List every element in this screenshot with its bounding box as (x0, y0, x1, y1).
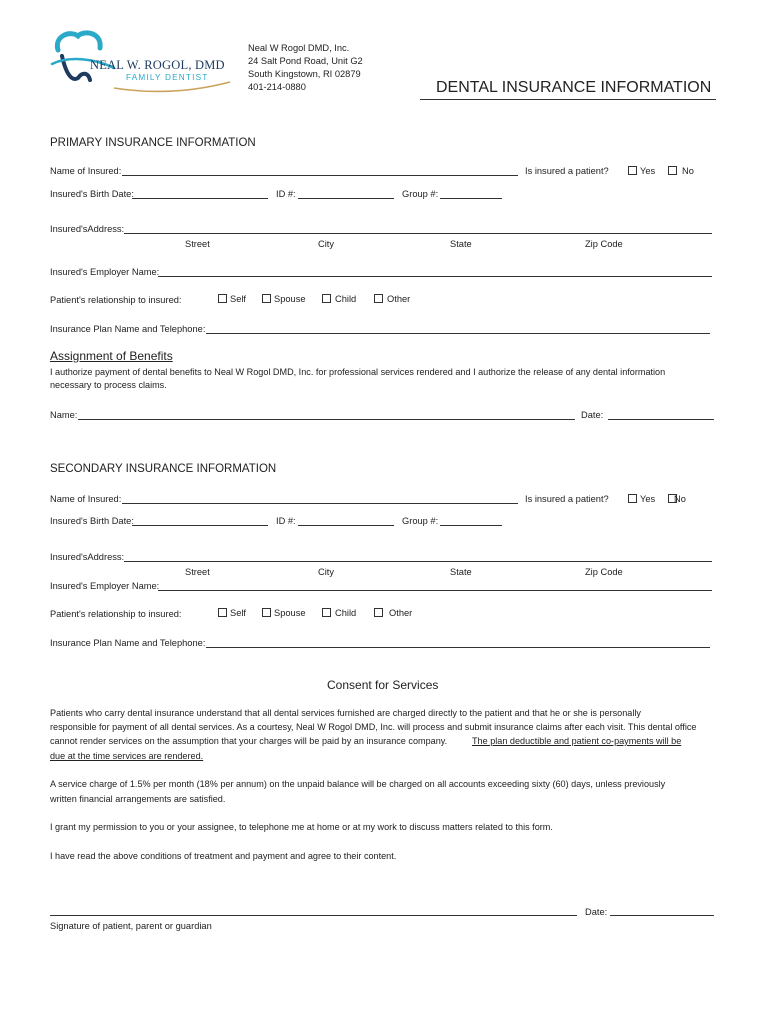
primary-address-field[interactable] (124, 233, 712, 234)
assignment-text-1: I authorize payment of dental benefits to Neal W Rogol DMD, Inc. for professional services rendered and I authorize the release of any dental information (50, 367, 666, 377)
primary-name-label: Name of Insured: (50, 166, 122, 176)
consent-p1-line4: due at the time services are rendered. (50, 751, 204, 761)
address-line-2: 24 Salt Pond Road, Unit G2 (248, 56, 363, 66)
secondary-spouse-checkbox[interactable] (262, 608, 271, 617)
primary-birth-field[interactable] (132, 198, 268, 199)
primary-plan-label: Insurance Plan Name and Telephone: (50, 324, 206, 334)
consent-p3: I grant my permission to you or your assignee, to telephone me at home or at my work to discuss matters related to this form. (50, 822, 553, 832)
primary-relationship-label: Patient's relationship to insured: (50, 295, 182, 305)
primary-address-label: Insured'sAddress: (50, 224, 125, 234)
secondary-street-caption: Street (185, 567, 210, 577)
secondary-child-checkbox[interactable] (322, 608, 331, 617)
secondary-employer-field[interactable] (158, 590, 712, 591)
primary-state-caption: State (450, 239, 472, 249)
assignment-name-label: Name: (50, 410, 78, 420)
secondary-is-patient-label: Is insured a patient? (525, 494, 609, 504)
assignment-date-label: Date: (581, 410, 604, 420)
secondary-employer-label: Insured's Employer Name: (50, 581, 160, 591)
signature-date-label: Date: (585, 907, 608, 917)
logo-swoosh (112, 80, 232, 94)
signature-label: Signature of patient, parent or guardian (50, 921, 212, 931)
consent-p1-line3a: cannot render services on the assumption that your charges will be paid by an insurance company. (50, 736, 448, 746)
secondary-name-label: Name of Insured: (50, 494, 122, 504)
primary-employer-label: Insured's Employer Name: (50, 267, 160, 277)
primary-other-label: Other (387, 294, 411, 304)
secondary-plan-field[interactable] (206, 647, 710, 648)
secondary-id-field[interactable] (298, 525, 394, 526)
primary-no-label: No (682, 166, 694, 176)
primary-spouse-label: Spouse (274, 294, 306, 304)
primary-employer-field[interactable] (158, 276, 712, 277)
secondary-other-checkbox[interactable] (374, 608, 383, 617)
secondary-heading: SECONDARY INSURANCE INFORMATION (50, 463, 277, 475)
consent-p4: I have read the above conditions of treatment and payment and agree to their content. (50, 851, 397, 861)
practice-logo (48, 28, 238, 94)
primary-yes-label: Yes (640, 166, 656, 176)
assignment-text-2: necessary to process claims. (50, 380, 167, 390)
primary-spouse-checkbox[interactable] (262, 294, 271, 303)
title-rule (420, 99, 716, 100)
primary-street-caption: Street (185, 239, 210, 249)
signature-date-field[interactable] (610, 915, 714, 916)
primary-zip-caption: Zip Code (585, 239, 623, 249)
secondary-other-label: Other (389, 608, 413, 618)
secondary-relationship-label: Patient's relationship to insured: (50, 609, 182, 619)
primary-is-patient-label: Is insured a patient? (525, 166, 609, 176)
secondary-zip-caption: Zip Code (585, 567, 623, 577)
primary-heading: PRIMARY INSURANCE INFORMATION (50, 137, 256, 149)
primary-self-label: Self (230, 294, 247, 304)
logo-name: NEAL W. ROGOL, DMD (90, 58, 225, 72)
assignment-name-field[interactable] (78, 419, 575, 420)
secondary-birth-label: Insured's Birth Date: (50, 516, 134, 526)
primary-yes-checkbox[interactable] (628, 166, 637, 175)
primary-plan-field[interactable] (206, 333, 710, 334)
secondary-address-field[interactable] (124, 561, 712, 562)
address-phone: 401-214-0880 (248, 82, 306, 92)
primary-city-caption: City (318, 239, 335, 249)
secondary-group-label: Group #: (402, 516, 439, 526)
primary-no-checkbox[interactable] (668, 166, 677, 175)
primary-name-field[interactable] (122, 175, 518, 176)
address-line-1: Neal W Rogol DMD, Inc. (248, 43, 350, 53)
secondary-group-field[interactable] (440, 525, 502, 526)
primary-group-field[interactable] (440, 198, 502, 199)
consent-p1-line3b: The plan deductible and patient co-payments will be (472, 736, 682, 746)
consent-heading: Consent for Services (327, 678, 439, 692)
primary-id-field[interactable] (298, 198, 394, 199)
secondary-plan-label: Insurance Plan Name and Telephone: (50, 638, 206, 648)
secondary-state-caption: State (450, 567, 472, 577)
secondary-city-caption: City (318, 567, 335, 577)
secondary-self-label: Self (230, 608, 247, 618)
primary-group-label: Group #: (402, 189, 439, 199)
secondary-no-label: No (674, 494, 686, 504)
signature-field[interactable] (50, 915, 577, 916)
primary-id-label: ID #: (276, 189, 296, 199)
primary-child-label: Child (335, 294, 357, 304)
secondary-birth-field[interactable] (132, 525, 268, 526)
primary-self-checkbox[interactable] (218, 294, 227, 303)
consent-p2-line2: written financial arrangements are satisfied. (50, 794, 226, 804)
primary-other-checkbox[interactable] (374, 294, 383, 303)
assignment-date-field[interactable] (608, 419, 714, 420)
document-title: DENTAL INSURANCE INFORMATION (436, 79, 712, 96)
assignment-heading: Assignment of Benefits (50, 349, 173, 363)
secondary-id-label: ID #: (276, 516, 296, 526)
secondary-yes-checkbox[interactable] (628, 494, 637, 503)
primary-child-checkbox[interactable] (322, 294, 331, 303)
logo-subtitle: FAMILY DENTIST (126, 73, 209, 82)
consent-p1-line1: Patients who carry dental insurance understand that all dental services furnished are charged directly to the patient and that he or she is personally (50, 708, 641, 718)
secondary-child-label: Child (335, 608, 357, 618)
practice-address (248, 42, 363, 94)
secondary-self-checkbox[interactable] (218, 608, 227, 617)
consent-p1-line2: responsible for payment of all dental services. As a courtesy, Neal W Rogol DMD, Inc. will process and submit insurance claims after each visit. This dental office (50, 722, 697, 732)
secondary-address-label: Insured'sAddress: (50, 552, 125, 562)
secondary-name-field[interactable] (122, 503, 518, 504)
consent-p2-line1: A service charge of 1.5% per month (18% per annum) on the unpaid balance will be charged on all accounts exceeding sixty (60) days, unless previously (50, 779, 666, 789)
secondary-spouse-label: Spouse (274, 608, 306, 618)
primary-birth-label: Insured's Birth Date: (50, 189, 134, 199)
address-line-3: South Kingstown, RI 02879 (248, 69, 361, 79)
secondary-yes-label: Yes (640, 494, 656, 504)
